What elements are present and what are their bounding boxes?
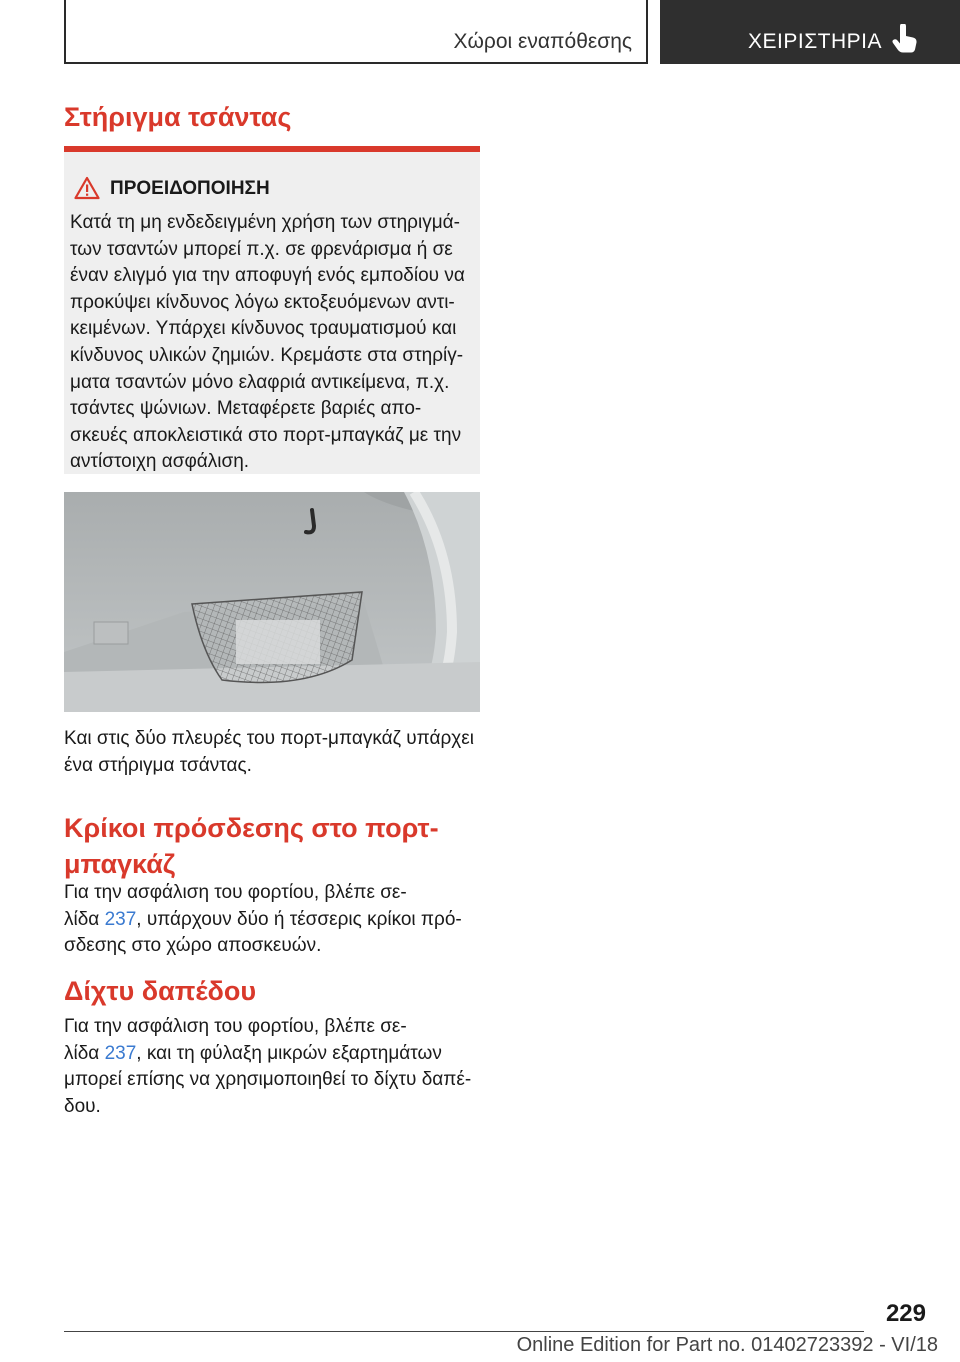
text-line: κίνδυνος υλικών ζημιών. Κρεμάστε στα στηρίγ-: [70, 344, 464, 366]
warning-text: [70, 210, 474, 476]
text-line: μπορεί επίσης να χρησιμοποιηθεί το δίχτυ δαπέ-: [64, 1069, 472, 1091]
text-line: ένα στήριγμα τσάντας.: [64, 754, 252, 776]
text-line: Για την ασφάλιση του φορτίου, βλέπε σε-: [64, 882, 407, 903]
text-line: Και στις δύο πλευρές του πορτ-μπαγκάζ υπάρχει: [64, 728, 474, 749]
page-number: 229: [885, 1300, 926, 1327]
trunk-bag-hook-photo: [64, 492, 480, 712]
text-line: των τσαντών μπορεί π.χ. σε φρενάρισμα ή σε: [70, 238, 453, 260]
text-line: Για την ασφάλιση του φορτίου, βλέπε σε-: [64, 1016, 407, 1037]
page-link-237[interactable]: 237: [104, 1042, 137, 1064]
text-line: αντίστοιχη ασφάλιση.: [70, 451, 250, 473]
text-line: δου.: [64, 1095, 101, 1117]
text-line: λίδα: [64, 908, 105, 930]
header-section-tab: [64, 0, 648, 64]
text-line: σκευές αποκλειστικά στο πορτ-μπαγκάζ με την: [70, 424, 462, 446]
footer-edition: Online Edition for Part no. 01402723392 - VI/18: [516, 1334, 938, 1356]
text-line: , και τη φύλαξη μικρών εξαρτημάτων: [136, 1042, 442, 1064]
text-line: σδεσης στο χώρο αποσκευών.: [64, 935, 322, 957]
text-line: , υπάρχουν δύο ή τέσσερις κρίκοι πρό-: [136, 908, 462, 930]
text-line: έναν ελιγμό για την αποφυγή ενός εμποδίου να: [70, 265, 465, 287]
text-line: κειμένων. Υπάρχει κίνδυνος τραυματισμού και: [70, 318, 457, 340]
warning-title: ΠΡΟΕΙΔΟΠΟΙΗΣΗ: [110, 178, 270, 199]
section-title-tie-down-rings: [64, 810, 480, 882]
warning-triangle-icon: [74, 176, 100, 200]
section-title-bag-hook: Στήριγμα τσάντας: [64, 102, 292, 132]
paragraph-floor-net: [64, 1014, 480, 1120]
text-line: τσάντες ψώνιων. Μεταφέρετε βαριές απο-: [70, 398, 422, 420]
section-name: Χώροι εναπόθεσης: [453, 30, 632, 53]
chapter-name: ΧΕΙΡΙΣΤΗΡΙΑ: [748, 30, 883, 53]
paragraph-bag-hook: [64, 726, 480, 779]
text-line: προκύψει κίνδυνος λόγω εκτοξευόμενων αντι-: [70, 291, 455, 313]
paragraph-tie-down-rings: [64, 880, 480, 960]
section-title-floor-net: Δίχτυ δαπέδου: [64, 976, 257, 1006]
warning-box: [64, 146, 480, 474]
footer-divider: [64, 1331, 864, 1332]
title-line: Κρίκοι πρόσδεσης στο πορτ-: [64, 813, 439, 843]
page-link-237[interactable]: 237: [104, 908, 137, 930]
title-line: μπαγκάζ: [64, 849, 176, 879]
text-line: Κατά τη μη ενδεδειγμένη χρήση των στηριγμά-: [70, 212, 460, 233]
text-line: λίδα: [64, 1042, 105, 1064]
pointing-hand-icon: [892, 24, 920, 54]
header-chapter-tab: [660, 0, 960, 64]
text-line: ματα τσαντών μόνο ελαφριά αντικείμενα, π.χ.: [70, 371, 450, 393]
